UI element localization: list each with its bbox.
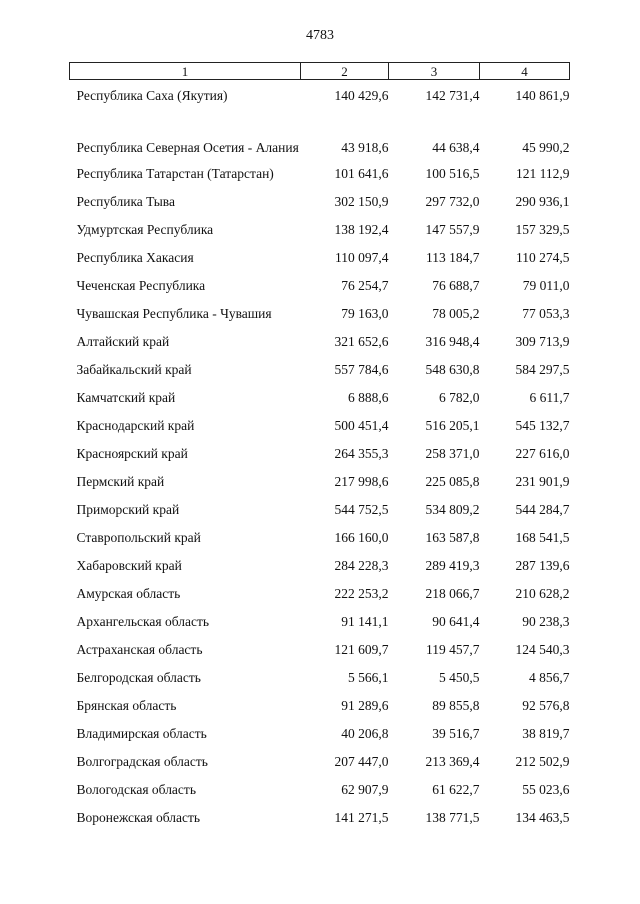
table-row bbox=[70, 160, 570, 188]
table-row bbox=[70, 636, 570, 664]
region-name-cell: Волгоградская область bbox=[76, 754, 208, 769]
value-col-3-cell: 258 371,0 bbox=[425, 446, 480, 461]
value-col-3-cell: 147 557,9 bbox=[425, 222, 480, 237]
value-col-2-cell: 166 160,0 bbox=[334, 530, 389, 545]
region-name-cell: Республика Северная Осетия - Алания bbox=[76, 140, 299, 155]
table-row bbox=[70, 384, 570, 412]
table-row bbox=[70, 80, 570, 113]
value-col-2-cell: 121 609,7 bbox=[334, 642, 389, 657]
table-row bbox=[70, 552, 570, 580]
value-col-4-cell: 157 329,5 bbox=[515, 222, 570, 237]
table-body bbox=[70, 80, 570, 833]
value-col-3-cell: 213 369,4 bbox=[425, 754, 480, 769]
value-col-2-cell: 62 907,9 bbox=[341, 782, 389, 797]
region-name-cell: Удмуртская Республика bbox=[76, 222, 214, 237]
data-table bbox=[69, 62, 570, 832]
value-col-3-cell: 100 516,5 bbox=[425, 166, 480, 181]
region-name-cell: Брянская область bbox=[76, 698, 177, 713]
value-col-4-cell: 90 238,3 bbox=[522, 614, 570, 629]
value-col-2-cell: 40 206,8 bbox=[341, 726, 389, 741]
region-name-cell: Республика Татарстан (Татарстан) bbox=[76, 166, 274, 181]
value-col-4-cell: 227 616,0 bbox=[515, 446, 570, 461]
value-col-2-cell: 5 566,1 bbox=[348, 670, 389, 685]
region-name-cell: Пермский край bbox=[76, 474, 165, 489]
table-row bbox=[70, 496, 570, 524]
value-col-3-cell: 163 587,8 bbox=[425, 530, 480, 545]
region-name-cell: Чувашская Республика - Чувашия bbox=[76, 306, 272, 321]
value-col-2-cell: 207 447,0 bbox=[334, 754, 389, 769]
table-row bbox=[70, 580, 570, 608]
region-name-cell: Республика Хакасия bbox=[76, 250, 194, 265]
region-name-cell: Ставропольский край bbox=[76, 530, 201, 545]
value-col-2-cell: 557 784,6 bbox=[334, 362, 389, 377]
value-col-2-cell: 79 163,0 bbox=[341, 306, 389, 321]
region-name-cell: Владимирская область bbox=[76, 726, 207, 741]
table-row bbox=[70, 468, 570, 496]
region-name-cell: Забайкальский край bbox=[76, 362, 192, 377]
table-row bbox=[70, 112, 570, 160]
value-col-4-cell: 290 936,1 bbox=[515, 194, 570, 209]
value-col-3-cell: 90 641,4 bbox=[432, 614, 480, 629]
value-col-4-cell: 212 502,9 bbox=[515, 754, 570, 769]
value-col-4-cell: 4 856,7 bbox=[529, 670, 570, 685]
value-col-4-cell: 45 990,2 bbox=[522, 140, 570, 155]
region-name-cell: Вологодская область bbox=[76, 782, 196, 797]
value-col-4-cell: 309 713,9 bbox=[515, 334, 570, 349]
table-row bbox=[70, 188, 570, 216]
value-col-2-cell: 544 752,5 bbox=[334, 502, 389, 517]
value-col-4-cell: 134 463,5 bbox=[515, 810, 570, 825]
region-name-cell: Воронежская область bbox=[76, 810, 201, 825]
value-col-3-cell: 225 085,8 bbox=[425, 474, 480, 489]
value-col-2-cell: 110 097,4 bbox=[335, 250, 389, 265]
value-col-2-cell: 222 253,2 bbox=[334, 586, 389, 601]
value-col-4-cell: 231 901,9 bbox=[515, 474, 570, 489]
table-row bbox=[70, 412, 570, 440]
region-name-cell: Республика Саха (Якутия) bbox=[76, 88, 228, 103]
value-col-4-cell: 210 628,2 bbox=[515, 586, 570, 601]
table-row bbox=[70, 216, 570, 244]
value-col-3-cell: 218 066,7 bbox=[425, 586, 480, 601]
value-col-4-cell: 6 611,7 bbox=[529, 390, 570, 405]
table-row bbox=[70, 440, 570, 468]
header-col-3: 3 bbox=[389, 63, 480, 80]
value-col-3-cell: 142 731,4 bbox=[425, 88, 480, 103]
table-row bbox=[70, 804, 570, 832]
value-col-4-cell: 140 861,9 bbox=[515, 88, 570, 103]
value-col-4-cell: 79 011,0 bbox=[522, 278, 570, 293]
value-col-3-cell: 6 782,0 bbox=[439, 390, 480, 405]
table-row bbox=[70, 776, 570, 804]
region-name-cell: Амурская область bbox=[76, 586, 181, 601]
header-col-2: 2 bbox=[301, 63, 389, 80]
value-col-4-cell: 124 540,3 bbox=[515, 642, 570, 657]
value-col-2-cell: 140 429,6 bbox=[334, 88, 389, 103]
value-col-3-cell: 44 638,4 bbox=[432, 140, 480, 155]
table-row bbox=[70, 692, 570, 720]
value-col-2-cell: 43 918,6 bbox=[341, 140, 389, 155]
region-name-cell: Чеченская Республика bbox=[76, 278, 206, 293]
value-col-2-cell: 76 254,7 bbox=[341, 278, 389, 293]
value-col-2-cell: 101 641,6 bbox=[334, 166, 389, 181]
value-col-2-cell: 6 888,6 bbox=[348, 390, 389, 405]
value-col-2-cell: 217 998,6 bbox=[334, 474, 389, 489]
value-col-4-cell: 545 132,7 bbox=[515, 418, 570, 433]
table-row bbox=[70, 748, 570, 776]
header-row bbox=[70, 63, 570, 80]
value-col-4-cell: 544 284,7 bbox=[515, 502, 570, 517]
value-col-3-cell: 289 419,3 bbox=[425, 558, 480, 573]
value-col-4-cell: 77 053,3 bbox=[522, 306, 570, 321]
value-col-4-cell: 38 819,7 bbox=[522, 726, 570, 741]
value-col-3-cell: 5 450,5 bbox=[439, 670, 480, 685]
value-col-4-cell: 584 297,5 bbox=[515, 362, 570, 377]
table-row bbox=[70, 244, 570, 272]
region-name-cell: Астраханская область bbox=[76, 642, 203, 657]
table-row bbox=[70, 356, 570, 384]
value-col-2-cell: 321 652,6 bbox=[334, 334, 389, 349]
value-col-3-cell: 78 005,2 bbox=[432, 306, 480, 321]
value-col-3-cell: 548 630,8 bbox=[425, 362, 480, 377]
table-row bbox=[70, 272, 570, 300]
value-col-3-cell: 39 516,7 bbox=[432, 726, 480, 741]
value-col-3-cell: 113 184,7 bbox=[426, 250, 480, 265]
value-col-2-cell: 302 150,9 bbox=[334, 194, 389, 209]
value-col-2-cell: 91 289,6 bbox=[341, 698, 389, 713]
value-col-3-cell: 76 688,7 bbox=[432, 278, 480, 293]
value-col-3-cell: 61 622,7 bbox=[432, 782, 480, 797]
value-col-2-cell: 91 141,1 bbox=[341, 614, 389, 629]
region-name-cell: Архангельская область bbox=[76, 614, 210, 629]
region-name-cell: Алтайский край bbox=[76, 334, 170, 349]
value-col-4-cell: 168 541,5 bbox=[515, 530, 570, 545]
table-row bbox=[70, 608, 570, 636]
value-col-4-cell: 92 576,8 bbox=[522, 698, 570, 713]
region-name-cell: Хабаровский край bbox=[76, 558, 182, 573]
region-name-cell: Приморский край bbox=[76, 502, 180, 517]
value-col-4-cell: 121 112,9 bbox=[516, 166, 570, 181]
page-number: 4783 bbox=[306, 28, 334, 43]
region-name-cell: Камчатский край bbox=[76, 390, 176, 405]
region-name-cell: Республика Тыва bbox=[76, 194, 175, 209]
header-col-4: 4 bbox=[480, 63, 570, 80]
value-col-2-cell: 264 355,3 bbox=[334, 446, 389, 461]
value-col-3-cell: 534 809,2 bbox=[425, 502, 480, 517]
value-col-3-cell: 138 771,5 bbox=[425, 810, 480, 825]
value-col-4-cell: 110 274,5 bbox=[516, 250, 570, 265]
header-col-1: 1 bbox=[70, 63, 301, 80]
value-col-4-cell: 55 023,6 bbox=[522, 782, 570, 797]
value-col-4-cell: 287 139,6 bbox=[515, 558, 570, 573]
value-col-2-cell: 141 271,5 bbox=[334, 810, 389, 825]
region-name-cell: Красноярский край bbox=[76, 446, 188, 461]
value-col-3-cell: 89 855,8 bbox=[432, 698, 480, 713]
value-col-3-cell: 297 732,0 bbox=[425, 194, 480, 209]
table-row bbox=[70, 300, 570, 328]
value-col-3-cell: 119 457,7 bbox=[426, 642, 480, 657]
table-row bbox=[70, 720, 570, 748]
value-col-2-cell: 138 192,4 bbox=[334, 222, 389, 237]
region-name-cell: Белгородская область bbox=[76, 670, 201, 685]
value-col-3-cell: 516 205,1 bbox=[425, 418, 480, 433]
table-row bbox=[70, 328, 570, 356]
value-col-2-cell: 284 228,3 bbox=[334, 558, 389, 573]
value-col-2-cell: 500 451,4 bbox=[334, 418, 389, 433]
table-row bbox=[70, 524, 570, 552]
region-name-cell: Краснодарский край bbox=[76, 418, 195, 433]
value-col-3-cell: 316 948,4 bbox=[425, 334, 480, 349]
table-row bbox=[70, 664, 570, 692]
